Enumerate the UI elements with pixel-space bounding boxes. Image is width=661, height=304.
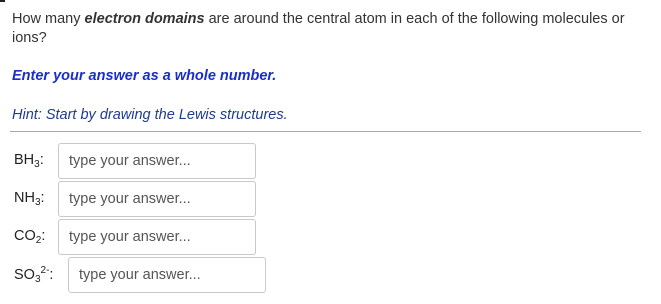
formula-subscript: 3 [34, 159, 40, 170]
formula-base: NH [14, 190, 35, 206]
answer-row-so3-2minus [14, 257, 266, 293]
instruction-text: Enter your answer as a whole number. [12, 68, 277, 84]
formula-colon: : [41, 228, 46, 244]
question-text [12, 10, 652, 48]
formula-colon: : [49, 267, 54, 283]
answer-input-so3-2minus[interactable] [68, 257, 266, 293]
formula-label-co2 [14, 228, 58, 246]
answer-input-co2[interactable] [58, 219, 256, 255]
formula-colon: : [40, 190, 45, 206]
question-suffix: are around the central atom in each of the following molecules or ions? [12, 11, 625, 46]
formula-label-so3-2minus [14, 265, 68, 285]
corner-mark [0, 0, 5, 2]
answer-input-nh3[interactable] [58, 181, 256, 217]
formula-subscript: 3 [34, 197, 41, 208]
question-prefix: How many [12, 11, 85, 27]
formula-base: CO [14, 228, 36, 244]
formula-subscript: 3 [34, 274, 41, 285]
formula-label-nh3 [14, 190, 58, 208]
formula-colon: : [39, 152, 44, 168]
formula-superscript: 2- [40, 265, 50, 276]
formula-base: BH [14, 152, 35, 168]
answer-row-nh3 [14, 181, 256, 217]
answer-row-bh3 [14, 143, 256, 179]
formula-base: SO [14, 267, 35, 283]
divider [10, 131, 641, 132]
hint-text: Hint: Start by drawing the Lewis structures. [12, 107, 288, 123]
formula-subscript: 2 [35, 235, 42, 246]
question-emphasis: electron domains [84, 11, 205, 27]
answer-row-co2 [14, 219, 256, 255]
formula-label-bh3 [14, 152, 58, 170]
answer-input-bh3[interactable] [58, 143, 256, 179]
